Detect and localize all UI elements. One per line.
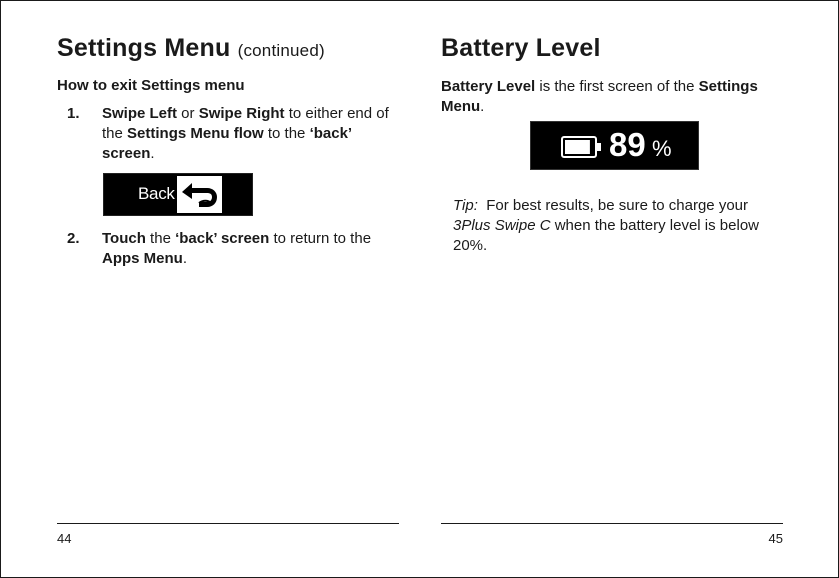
step-text-fragment: to return to the <box>269 230 372 247</box>
tip-paragraph <box>453 196 783 256</box>
step-text <box>102 229 399 269</box>
footer-rule <box>441 523 783 524</box>
step-text-fragment: to either end of the <box>102 105 389 142</box>
footer-rule <box>57 523 399 524</box>
page-title <box>57 34 325 63</box>
step-text <box>102 104 399 164</box>
step-text-fragment: to the <box>263 125 310 142</box>
step-term: Settings Menu flow <box>127 125 264 142</box>
step-term: Apps Menu <box>102 250 183 267</box>
tip-label: Tip: <box>453 197 478 214</box>
back-arrow-icon <box>177 176 222 213</box>
percent-symbol: % <box>652 136 672 161</box>
tip-text-fragment: when the battery level is below 20%. <box>453 217 759 254</box>
step-term: Swipe Right <box>198 105 285 122</box>
step-text-fragment: . <box>150 145 155 162</box>
intro-term: Battery Level <box>441 78 536 95</box>
page-number: 44 <box>57 531 72 546</box>
intro-paragraph <box>441 77 783 117</box>
title-text: Settings Menu <box>57 34 231 62</box>
step-number: 2. <box>67 230 80 247</box>
step-term: Touch <box>102 230 146 247</box>
step-term: ‘back’ screen <box>175 230 270 247</box>
section-heading: How to exit Settings menu <box>57 77 245 94</box>
intro-term: Settings Menu <box>441 78 758 115</box>
intro-text-fragment: . <box>480 98 485 115</box>
back-label: Back <box>138 184 175 203</box>
title-suffix: (continued) <box>237 41 325 60</box>
battery-screen-image <box>530 121 699 170</box>
step-term: ‘back’ screen <box>102 125 352 162</box>
page-title: Battery Level <box>441 34 601 62</box>
intro-text-fragment: is the first screen of the <box>535 78 699 95</box>
tip-text-fragment: For best results, be sure to charge your <box>477 197 753 214</box>
step-text-fragment: . <box>182 250 188 267</box>
product-name: 3Plus Swipe C <box>453 217 551 234</box>
step-text-fragment: the <box>145 230 176 247</box>
step-term: Swipe Left <box>102 105 178 122</box>
back-screen-image <box>103 173 253 216</box>
battery-percent: 89 <box>609 126 646 163</box>
page-number: 45 <box>768 531 783 546</box>
step-text-fragment: or <box>177 105 199 122</box>
battery-icon <box>561 136 603 163</box>
step-number: 1. <box>67 105 80 122</box>
